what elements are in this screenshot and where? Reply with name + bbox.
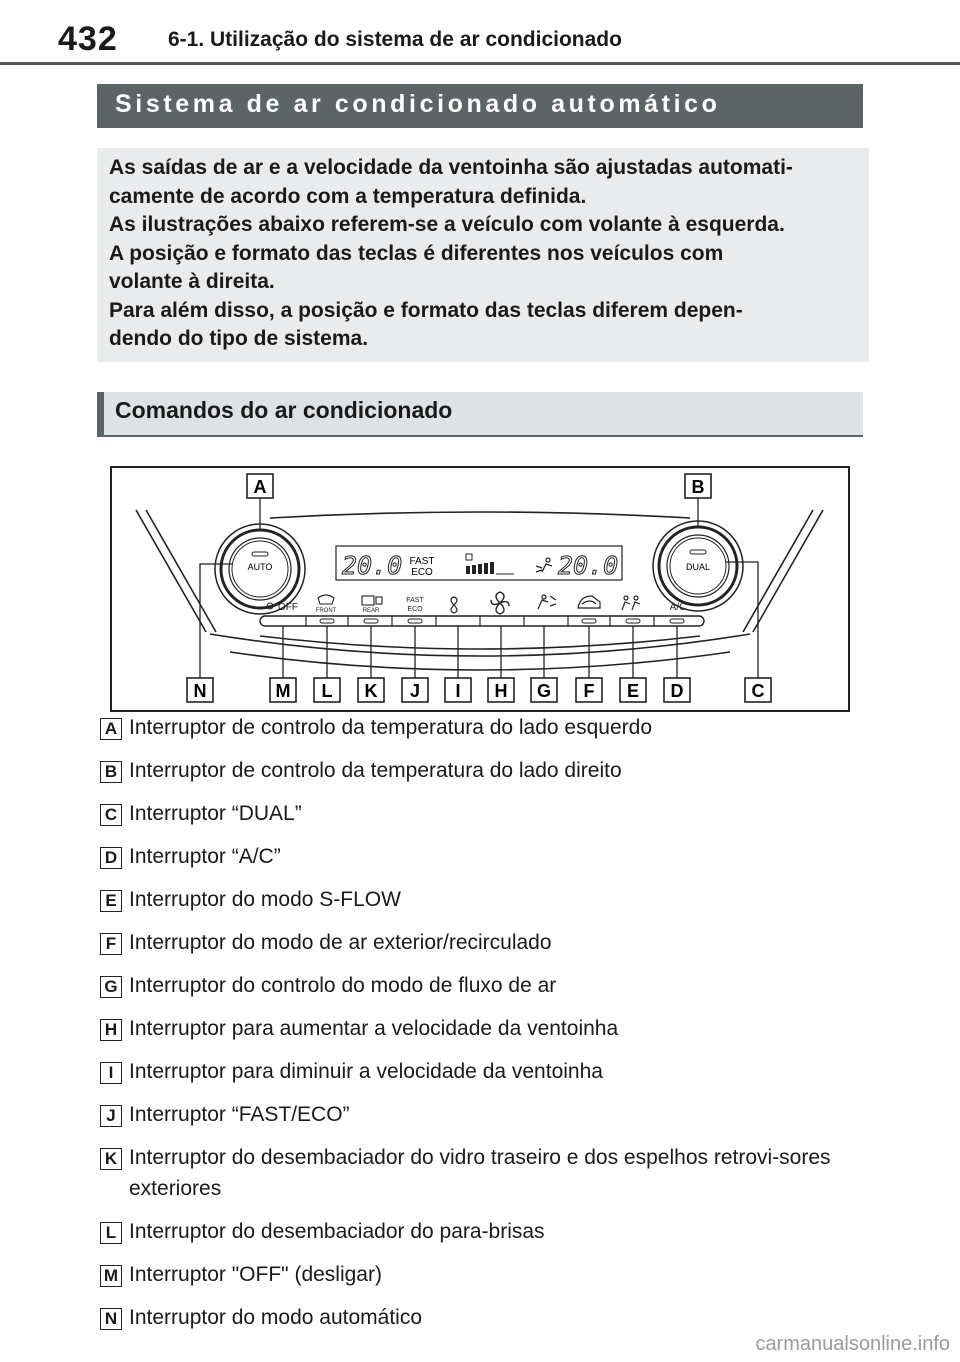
list-item xyxy=(100,1263,860,1290)
subsection-title: Comandos do ar condicionado xyxy=(97,392,863,437)
list-item xyxy=(100,716,860,743)
legend-letter: F xyxy=(100,933,122,955)
legend-letter: J xyxy=(100,1105,122,1127)
legend-text: Interruptor do desembaciador do para-brisas xyxy=(129,1220,545,1243)
list-item xyxy=(100,1220,860,1247)
list-item xyxy=(100,759,860,786)
intro-line: As ilustrações abaixo referem-se a veículo com volante à esquerda. xyxy=(109,213,785,236)
callout-m: M xyxy=(275,681,291,701)
legend-text: Interruptor "OFF" (desligar) xyxy=(129,1263,382,1286)
rear-label: REAR xyxy=(362,608,380,614)
eco-label: ECO xyxy=(407,606,423,613)
legend-text: Interruptor do modo S-FLOW xyxy=(129,888,401,911)
legend-text: Interruptor “FAST/ECO” xyxy=(129,1103,350,1126)
legend-text: Interruptor do desembaciador do vidro traseiro e dos espelhos retrovi-sores exteriores xyxy=(129,1146,831,1200)
svg-text:A: A xyxy=(253,477,267,497)
svg-text:B: B xyxy=(691,477,705,497)
intro-line: Para além disso, a posição e formato das teclas diferem depen- xyxy=(109,298,743,322)
ac-label: A/C xyxy=(669,602,687,613)
off-label: OFF xyxy=(278,602,298,613)
legend-text: Interruptor de controlo da temperatura do lado esquerdo xyxy=(129,716,653,739)
page-number: 432 xyxy=(58,20,118,58)
list-item xyxy=(100,1017,860,1044)
callout-g: G xyxy=(536,681,552,701)
left-temp-readout: 20.0 xyxy=(342,551,403,580)
fast-label: FAST xyxy=(406,597,424,604)
legend-letter: A xyxy=(100,718,122,740)
legend-text: Interruptor do modo automático xyxy=(129,1306,422,1329)
intro-line: A posição e formato das teclas é diferentes nos veículos com xyxy=(109,241,724,265)
legend-text: Interruptor “A/C” xyxy=(129,845,281,868)
callout-n: N xyxy=(193,681,207,701)
legend-letter: D xyxy=(100,847,122,869)
legend-text: Interruptor do controlo do modo de fluxo de ar xyxy=(129,974,557,997)
intro-line: camente de acordo com a temperatura definida. xyxy=(109,184,587,208)
climate-control-figure xyxy=(110,466,850,712)
header-rule xyxy=(0,62,960,65)
display-fast: FAST xyxy=(409,556,435,567)
front-label: FRONT xyxy=(315,608,337,614)
intro-line: As saídas de ar e a velocidade da ventoinha são ajustadas automati- xyxy=(109,156,793,179)
callout-c: C xyxy=(751,681,765,701)
page-header xyxy=(0,0,960,64)
callout-e: E xyxy=(626,681,640,701)
intro-line: volante à direita. xyxy=(109,270,275,293)
legend-text: Interruptor para diminuir a velocidade da ventoinha xyxy=(129,1060,603,1083)
intro-box xyxy=(97,148,869,362)
callout-l: L xyxy=(321,681,333,701)
list-item xyxy=(100,1060,860,1087)
list-item xyxy=(100,931,860,958)
callout-j: J xyxy=(409,681,421,701)
callout-h: H xyxy=(494,681,508,701)
legend-letter: I xyxy=(100,1062,122,1084)
callout-d: D xyxy=(670,681,684,701)
callout-k: K xyxy=(364,681,378,701)
legend-text: Interruptor de controlo da temperatura do lado direito xyxy=(129,759,622,782)
legend-text: Interruptor para aumentar a velocidade da ventoinha xyxy=(129,1017,619,1040)
legend-text: Interruptor “DUAL” xyxy=(129,802,302,825)
legend-letter: B xyxy=(100,761,122,783)
auto-label: AUTO xyxy=(247,562,273,572)
list-item xyxy=(100,1146,860,1204)
right-temp-readout: 20.0 xyxy=(558,551,619,580)
right-temp-knob[interactable] xyxy=(653,521,743,611)
callout-a xyxy=(247,474,273,498)
list-item xyxy=(100,974,860,1001)
legend-letter: C xyxy=(100,804,122,826)
section-title: Sistema de ar condicionado automático xyxy=(97,84,863,128)
dual-label: DUAL xyxy=(685,562,711,572)
figure-frame xyxy=(111,467,849,711)
legend-letter: M xyxy=(100,1265,122,1287)
callout-i: I xyxy=(455,681,461,701)
chapter-title: 6-1. Utilização do sistema de ar condicionado xyxy=(168,28,622,51)
list-item xyxy=(100,1306,860,1333)
watermark: carmanualsonline.info xyxy=(755,1333,950,1355)
intro-line: dendo do tipo de sistema. xyxy=(109,327,369,350)
legend-letter: H xyxy=(100,1019,122,1041)
left-temp-knob[interactable] xyxy=(215,524,305,614)
legend-letter: G xyxy=(100,976,122,998)
legend-letter: K xyxy=(100,1148,122,1170)
callout-b xyxy=(685,474,711,498)
legend-letter: E xyxy=(100,890,122,912)
legend-letter: N xyxy=(100,1308,122,1330)
list-item xyxy=(100,888,860,915)
legend-letter: L xyxy=(100,1222,122,1244)
legend-list xyxy=(100,716,860,1349)
callout-f: F xyxy=(583,681,595,701)
display-eco: ECO xyxy=(411,567,433,578)
legend-text: Interruptor do modo de ar exterior/recirculado xyxy=(129,931,552,954)
list-item xyxy=(100,1103,860,1130)
list-item xyxy=(100,802,860,829)
list-item xyxy=(100,845,860,872)
